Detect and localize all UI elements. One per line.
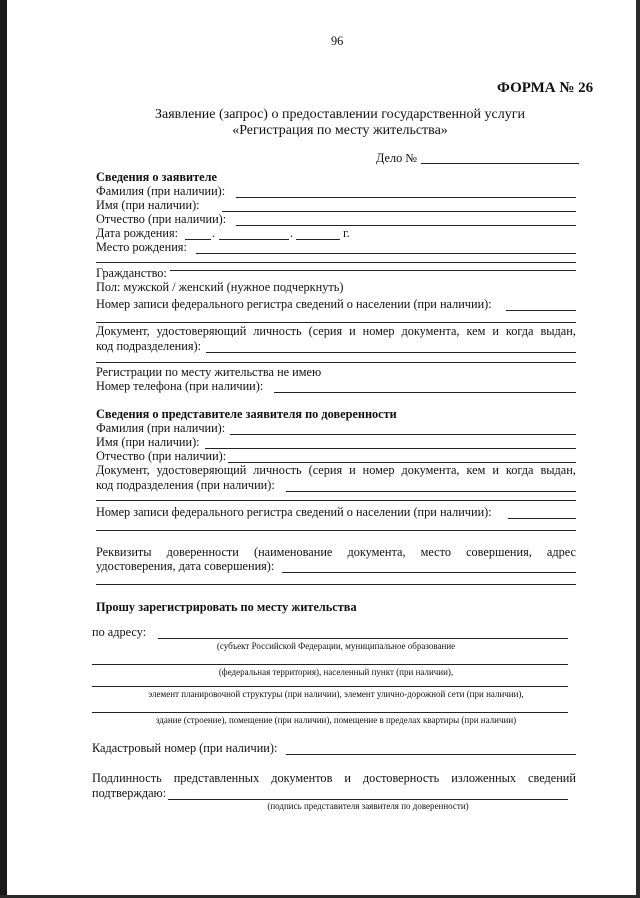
applicant-name-label: Имя (при наличии): <box>96 198 200 212</box>
confirmation-word: документов <box>271 771 333 785</box>
birth-date-dot-2: . <box>290 226 294 240</box>
applicant-surname-field[interactable] <box>236 197 576 198</box>
rep-registry-field[interactable] <box>508 518 576 519</box>
poa-word: Реквизиты <box>96 545 152 559</box>
applicant-citizenship-field[interactable] <box>170 270 576 271</box>
rep-name-label: Имя (при наличии): <box>96 435 200 449</box>
address-label: по адресу: <box>92 625 147 639</box>
confirmation-word: изложенных <box>451 771 517 785</box>
form-title-line2: «Регистрация по месту жительства» <box>232 123 448 138</box>
id-doc-word: когда <box>505 324 534 338</box>
address-field-2[interactable] <box>92 664 568 665</box>
applicant-birth-place-label: Место рождения: <box>96 240 187 254</box>
applicant-heading: Сведения о заявителе <box>96 170 217 184</box>
applicant-registry-field-2[interactable] <box>96 322 576 323</box>
id-doc-word: удостоверяющий <box>156 324 247 338</box>
id-doc-word: документа, <box>401 324 460 338</box>
birth-month-field[interactable] <box>219 239 289 240</box>
page-number: 96 <box>331 34 344 48</box>
id-doc-word: кем <box>466 324 486 338</box>
id-doc-word: и <box>349 463 356 477</box>
birth-day-field[interactable] <box>185 239 211 240</box>
case-number-field[interactable] <box>421 163 579 164</box>
address-hint-3: элемент планировочной структуры (при наличии), элемент улично-дорожной сети (при наличии), <box>148 689 524 699</box>
applicant-birth-place-field-2[interactable] <box>96 262 576 263</box>
rep-surname-label: Фамилия (при наличии): <box>96 421 226 435</box>
id-doc-word: когда <box>505 463 534 477</box>
signature-hint: (подпись представителя заявителя по доверенности) <box>267 801 469 811</box>
poa-word: место <box>420 545 451 559</box>
confirmation-word: и <box>344 771 351 785</box>
poa-word: адрес <box>546 545 576 559</box>
rep-poa-field[interactable] <box>282 572 576 573</box>
confirmation-text-2: подтверждаю: <box>92 786 167 800</box>
rep-poa-label-2: удостоверения, дата совершения): <box>96 559 275 573</box>
rep-poa-field-2[interactable] <box>96 584 576 585</box>
birth-year-suffix: г. <box>343 226 350 240</box>
applicant-registry-label: Номер записи федерального регистра сведений о населении (при наличии): <box>96 297 492 311</box>
address-field-3[interactable] <box>92 686 568 687</box>
applicant-id-doc-field-2[interactable] <box>96 362 576 363</box>
address-hint-4: здание (строение), помещение (при наличии), помещение в пределах квартиры (при наличии) <box>155 715 517 725</box>
poa-word: доверенности <box>166 545 239 559</box>
applicant-birth-date-label: Дата рождения: <box>96 226 179 240</box>
confirmation-word: представленных <box>173 771 260 785</box>
rep-surname-field[interactable] <box>230 434 576 435</box>
applicant-phone-label: Номер телефона (при наличии): <box>96 379 264 393</box>
id-doc-word: номер <box>362 463 395 477</box>
applicant-id-doc-label-2: код подразделения): <box>96 339 201 353</box>
id-doc-word: документа, <box>401 463 460 477</box>
id-doc-word: (серия <box>308 324 343 338</box>
form-number: ФОРМА № 26 <box>497 80 594 96</box>
id-doc-word: Документ, <box>96 324 150 338</box>
id-doc-word: Документ, <box>96 463 150 477</box>
applicant-id-doc-label <box>96 324 576 338</box>
id-doc-word: личность <box>253 463 302 477</box>
applicant-registry-field[interactable] <box>506 310 576 311</box>
address-field-4[interactable] <box>92 712 568 713</box>
applicant-patronymic-label: Отчество (при наличии): <box>96 212 227 226</box>
id-doc-word: личность <box>253 324 302 338</box>
id-doc-word: выдан, <box>540 324 576 338</box>
id-doc-word: выдан, <box>540 463 576 477</box>
address-field-1[interactable] <box>158 638 568 639</box>
poa-word: (наименование <box>253 545 333 559</box>
applicant-sex-label[interactable]: Пол: мужской / женский (нужное подчеркнуть) <box>96 280 344 294</box>
address-hint-2: (федеральная территория), населенный пункт (при наличии), <box>218 667 454 677</box>
id-doc-word: удостоверяющий <box>156 463 247 477</box>
applicant-phone-field[interactable] <box>274 392 576 393</box>
applicant-no-registration[interactable]: Регистрации по месту жительства не имею <box>96 365 322 379</box>
applicant-citizenship-label: Гражданство: <box>96 266 167 280</box>
id-doc-word: кем <box>466 463 486 477</box>
cadastral-field[interactable] <box>286 754 576 755</box>
rep-name-field[interactable] <box>205 448 576 449</box>
applicant-id-doc-field[interactable] <box>206 352 576 353</box>
confirmation-word: сведений <box>528 771 576 785</box>
request-heading: Прошу зарегистрировать по месту жительства <box>96 600 357 614</box>
id-doc-word: (серия <box>308 463 343 477</box>
poa-word: документа, <box>347 545 406 559</box>
id-doc-word: и <box>492 324 499 338</box>
rep-registry-label: Номер записи федерального регистра сведений о населении (при наличии): <box>96 505 492 519</box>
id-doc-word: номер <box>362 324 395 338</box>
rep-id-doc-label <box>96 463 576 477</box>
applicant-patronymic-field[interactable] <box>236 225 576 226</box>
rep-id-doc-field[interactable] <box>286 491 576 492</box>
applicant-surname-label: Фамилия (при наличии): <box>96 184 226 198</box>
birth-year-field[interactable] <box>296 239 340 240</box>
id-doc-word: и <box>492 463 499 477</box>
confirmation-word: достоверность <box>362 771 440 785</box>
id-doc-word: и <box>349 324 356 338</box>
address-hint-1: (субъект Российской Федерации, муниципальное образование <box>216 641 456 651</box>
cadastral-label: Кадастровый номер (при наличии): <box>92 741 278 755</box>
confirmation-word: Подлинность <box>92 771 162 785</box>
scan-border-right <box>636 0 640 898</box>
rep-poa-label <box>96 545 576 559</box>
scan-border-left <box>0 0 7 898</box>
representative-heading: Сведения о представителе заявителя по доверенности <box>96 407 397 421</box>
case-label: Дело № <box>376 151 418 165</box>
form-title-line1: Заявление (запрос) о предоставлении государственной услуги <box>155 107 525 122</box>
rep-registry-field-2[interactable] <box>96 530 576 531</box>
poa-word: совершения, <box>466 545 532 559</box>
birth-date-dot-1: . <box>212 226 216 240</box>
applicant-name-field[interactable] <box>222 211 576 212</box>
confirmation-text <box>92 771 576 785</box>
signature-field[interactable] <box>168 799 568 800</box>
rep-id-doc-field-2[interactable] <box>96 500 576 501</box>
applicant-birth-place-field[interactable] <box>196 253 576 254</box>
rep-patronymic-label: Отчество (при наличии): <box>96 449 227 463</box>
rep-id-doc-label-2: код подразделения (при наличии): <box>96 478 275 492</box>
